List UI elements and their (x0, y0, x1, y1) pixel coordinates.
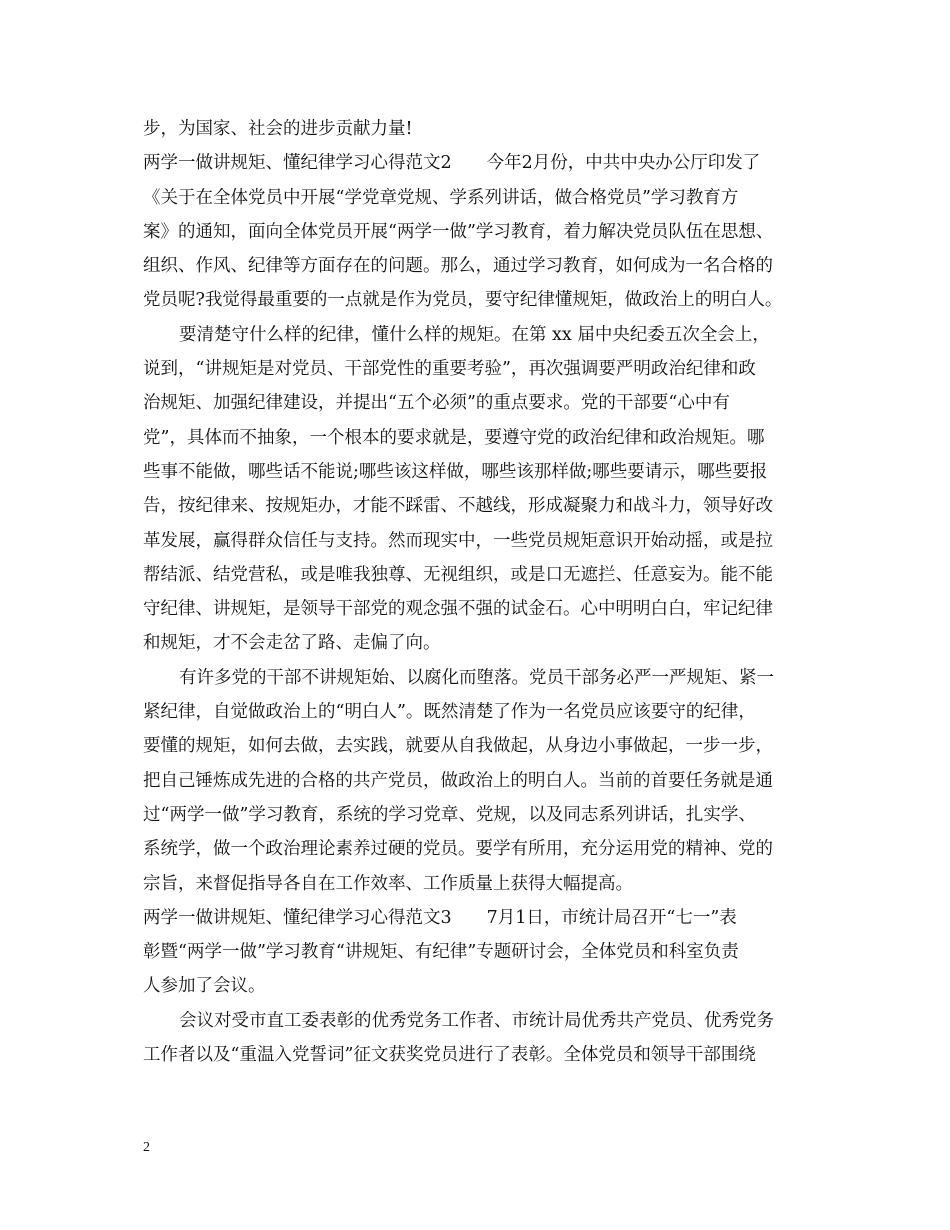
text-line: 治规矩、加强纪律建设，并提出“五个必须”的重点要求。党的干部要“心中有 (143, 393, 730, 414)
text-line: 说到，“讲规矩是对党员、干部党性的重要考验”，再次强调要严明政治纪律和政 (143, 359, 756, 380)
text-line: 党员呢?我觉得最重要的一点就是作为党员，要守纪律懂规矩，做政治上的明白人。 (143, 290, 783, 311)
text-line: 步，为国家、社会的进步贡献力量! (143, 119, 413, 139)
text-line: 和规矩，才不会走岔了路、走偏了向。 (143, 633, 441, 654)
text-line: 工作者以及“重温入党誓词”征文获奖党员进行了表彰。全体党员和领导干部围绕 (143, 1045, 756, 1066)
page-number: 2 (143, 1140, 150, 1155)
section-heading-line: 两学一做讲规矩、懂纪律学习心得范文3 7月1日，市统计局召开“七一”表 (143, 907, 737, 928)
text-line: 要懂的规矩，如何去做，去实践，就要从自我做起，从身边小事做起，一步一步， (143, 736, 773, 757)
paragraph-first-line: 有许多党的干部不讲规矩始、以腐化而堕落。党员干部务必严一严规矩、紧一 (179, 667, 774, 688)
text-line: 《关于在全体党员中开展“学党章党规、学系列讲话，做合格党员”学习教育方 (143, 187, 739, 208)
text-line: 革发展，赢得群众信任与支持。然而现实中，一些党员规矩意识开始动摇，或是拉 (143, 530, 773, 551)
document-body (143, 112, 823, 1072)
paragraph-first-line: 要清楚守什么样的纪律，懂什么样的规矩。在第 xx 届中央纪委五次全会上， (179, 324, 770, 345)
text-line: 紧纪律，自觉做政治上的“明白人”。既然清楚了作为一名党员应该要守的纪律， (143, 702, 756, 723)
text-line: 告，按纪律来、按规矩办，才能不踩雷、不越线，形成凝聚力和战斗力，领导好改 (143, 496, 773, 517)
text-line: 过“两学一做”学习教育，系统的学习党章、党规，以及同志系列讲话，扎实学、 (143, 804, 756, 825)
text-line: 系统学，做一个政治理论素养过硬的党员。要学有所用，充分运用党的精神、党的 (143, 839, 773, 860)
text-line: 组织、作风、纪律等方面存在的问题。那么，通过学习教育，如何成为一名合格的 (143, 256, 773, 277)
text-line: 守纪律、讲规矩，是领导干部党的观念强不强的试金石。心中明明白白，牢记纪律 (143, 599, 773, 620)
text-line: 人参加了会议。 (143, 976, 266, 997)
text-line: 宗旨，来督促指导各自在工作效率、工作质量上获得大幅提高。 (143, 873, 633, 894)
text-line: 彰暨“两学一做”学习教育“讲规矩、有纪律”专题研讨会，全体党员和科室负责 (143, 942, 739, 963)
paragraph-first-line: 会议对受市直工委表彰的优秀党务工作者、市统计局优秀共产党员、优秀党务 (179, 1010, 774, 1031)
text-line: 案》的通知，面向全体党员开展“两学一做”学习教育，着力解决党员队伍在思想、 (143, 221, 774, 242)
text-line: 党”，具体而不抽象，一个根本的要求就是，要遵守党的政治纪律和政治规矩。哪 (143, 427, 765, 448)
text-line: 些事不能做，哪些话不能说;哪些该这样做，哪些该那样做;哪些要请示，哪些要报 (143, 461, 768, 482)
text-line: 帮结派、结党营私，或是唯我独尊、无视组织，或是口无遮拦、任意妄为。能不能 (143, 564, 773, 585)
section-heading-line: 两学一做讲规矩、懂纪律学习心得范文2 今年2月份，中共中央办公厅印发了 (143, 153, 761, 174)
text-line: 把自己锤炼成先进的合格的共产党员，做政治上的明白人。当前的首要任务就是通 (143, 770, 773, 791)
